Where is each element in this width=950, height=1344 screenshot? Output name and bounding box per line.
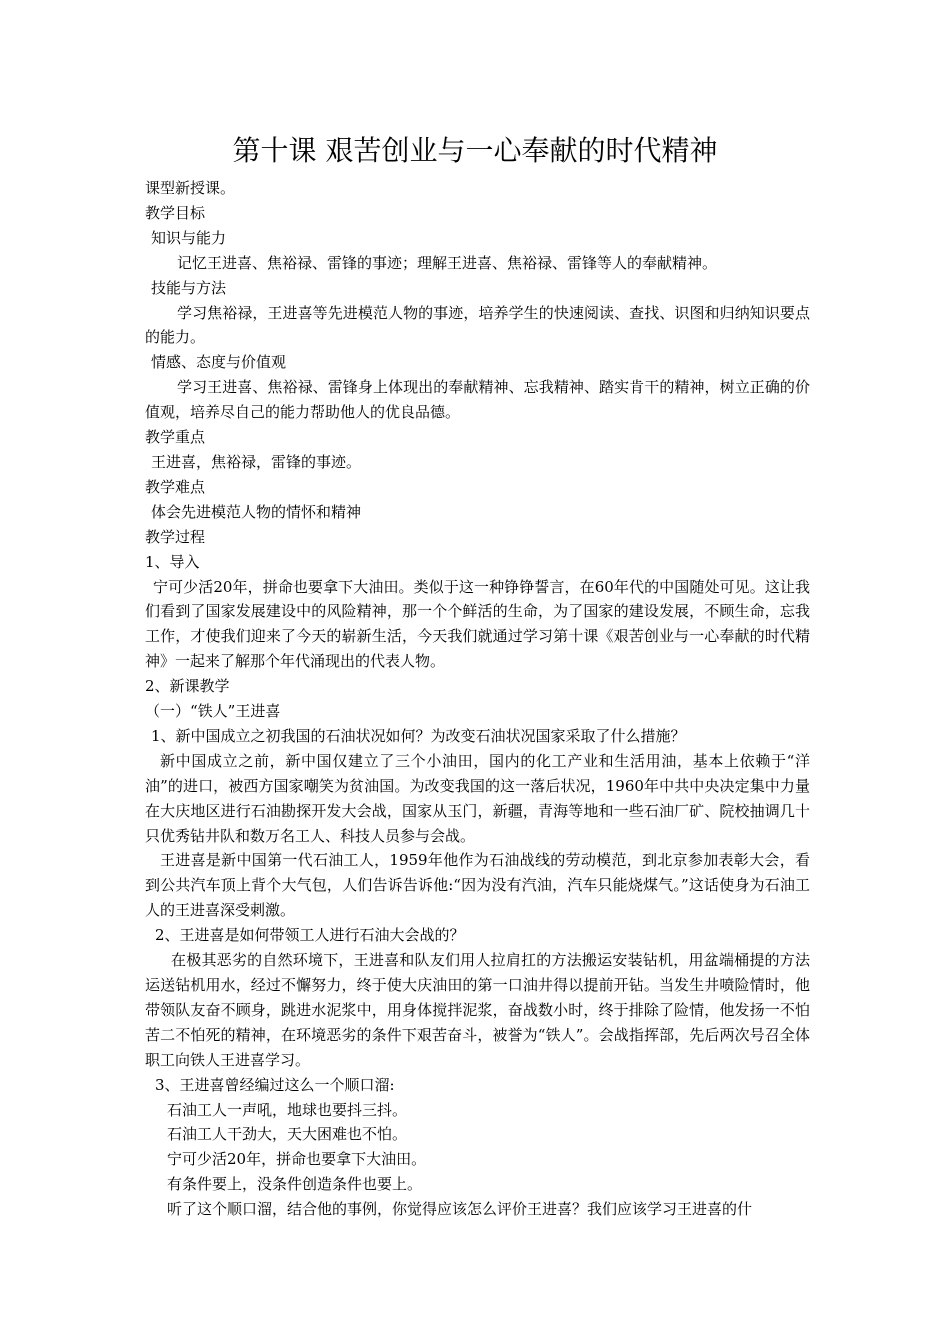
subheading: （一）“铁人”王进喜 xyxy=(145,702,281,721)
subheading: 知识与能力 xyxy=(151,228,227,247)
verse-line: 有条件要上，没条件创造条件也要上。 xyxy=(167,1175,423,1194)
lesson-type: 课型新授课。 xyxy=(145,179,236,197)
paragraph: 记忆王进喜、焦裕禄、雷锋的事迹；理解王进喜、焦裕禄、雷锋等人的奉献精神。 xyxy=(177,253,718,272)
question: 3、王进喜曾经编过这么一个顺口溜: xyxy=(155,1075,395,1094)
paragraph: 王进喜，焦裕禄，雷锋的事迹。 xyxy=(151,452,362,471)
verse-line: 石油工人一声吼，地球也要抖三抖。 xyxy=(167,1100,408,1119)
section-heading: 教学过程 xyxy=(145,527,206,546)
paragraph: 新中国成立之前，新中国仅建立了三个小油田，国内的化工产业和生活用油，基本上依赖于“洋油”的进口，被西方国家嘲笑为贫油国。为改变我国的这一落后状况，1960年中共中央决定集中力量在大庆地区进行石油勘探开发大会战，国家从玉门，新疆，青海等地和一些石油厂矿、院校抽调几十只优秀钻井队和数万名工人、科技人员参与会战。 xyxy=(145,751,810,845)
verse-line: 宁可少活20年，拼命也要拿下大油田。 xyxy=(167,1150,427,1169)
paragraph: 体会先进模范人物的情怀和精神 xyxy=(151,502,362,521)
page-title: 第十课 艰苦创业与一心奉献的时代精神 xyxy=(232,134,718,167)
subheading: 情感、态度与价值观 xyxy=(151,353,287,372)
subheading: 2、新课教学 xyxy=(145,677,230,696)
section-heading: 教学目标 xyxy=(145,203,206,222)
subheading: 技能与方法 xyxy=(151,278,227,297)
question: 1、新中国成立之初我国的石油状况如何？为改变石油状况国家采取了什么措施？ xyxy=(151,726,686,745)
paragraph: 宁可少活20年，拼命也要拿下大油田。类似于这一种铮铮誓言，在60年代的中国随处可见。这让我们看到了国家发展建设中的风险精神，那一个个鲜活的生命，为了国家的建设发展，不顾生命，忘我工作，才使我们迎来了今天的崭新生活，今天我们就通过学习第十课《艰苦创业与一心奉献的时代精神》一起来了解那个年代涌现出的代表人物。 xyxy=(145,577,810,671)
paragraph: 学习焦裕禄，王进喜等先进模范人物的事迹，培养学生的快速阅读、查找、识图和归纳知识要点的能力。 xyxy=(145,303,810,347)
paragraph: 学习王进喜、焦裕禄、雷锋身上体现出的奉献精神、忘我精神、踏实肯干的精神，树立正确的价值观，培养尽自己的能力帮助他人的优良品德。 xyxy=(145,378,810,422)
paragraph: 王进喜是新中国第一代石油工人，1959年他作为石油战线的劳动模范，到北京参加表彰大会，看到公共汽车顶上背个大气包，人们告诉告诉他:“因为没有汽油，汽车只能烧煤气。”这话使身为石油工人的王进喜深受刺激。 xyxy=(145,851,810,920)
question: 2、王进喜是如何带领工人进行石油大会战的？ xyxy=(155,926,465,945)
section-heading: 教学难点 xyxy=(145,477,206,496)
section-heading: 教学重点 xyxy=(145,428,206,447)
document-body xyxy=(145,176,810,1222)
verse-line: 石油工人干劲大，天大困难也不怕。 xyxy=(167,1125,408,1144)
subheading: 1、导入 xyxy=(145,552,200,571)
paragraph: 在极其恶劣的自然环境下，王进喜和队友们用人拉肩扛的方法搬运安装钻机，用盆端桶提的方法运送钻机用水，经过不懈努力，终于使大庆油田的第一口油井得以提前开钻。当发生井喷险情时，他带领队友奋不顾身，跳进水泥浆中，用身体搅拌泥浆，奋战数小时，终于排除了险情，他发扬一不怕苦二不怕死的精神，在环境恶劣的条件下艰苦奋斗，被誉为“铁人”。会战指挥部，先后两次号召全体职工向铁人王进喜学习。 xyxy=(145,951,810,1069)
paragraph: 听了这个顺口溜，结合他的事例，你觉得应该怎么评价王进喜？我们应该学习王进喜的什 xyxy=(167,1200,753,1219)
